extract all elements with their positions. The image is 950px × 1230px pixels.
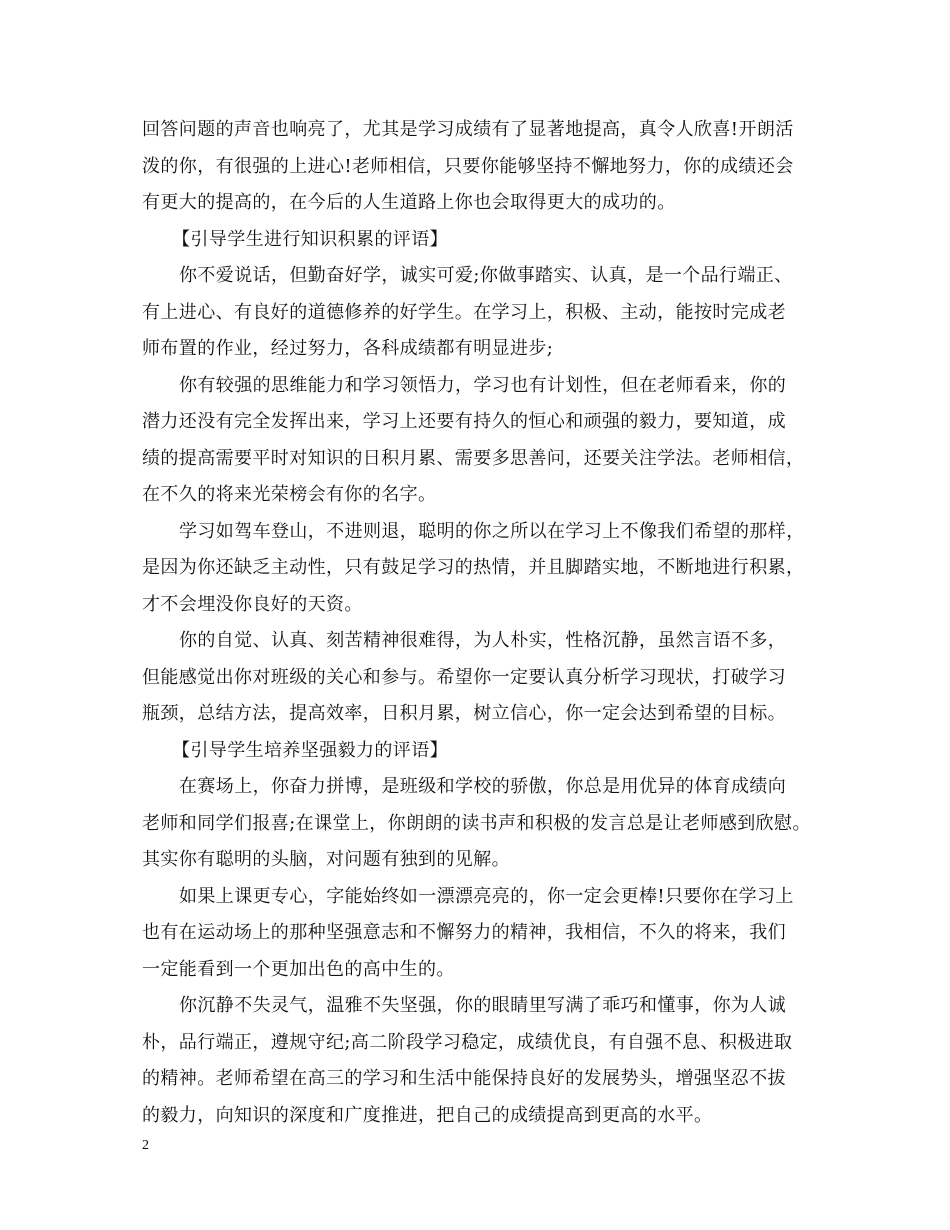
text-line: 回答问题的声音也响亮了，尤其是学习成绩有了显著地提高，真令人欣喜!开朗活: [142, 119, 794, 140]
section-heading: 【引导学生培养坚强毅力的评语】: [172, 739, 448, 761]
text-line: 如果上课更专心，字能始终如一漂漂亮亮的，你一定会更棒!只要你在学习上: [179, 885, 794, 907]
text-line: 才不会埋没你良好的天资。: [142, 593, 363, 615]
text-line: 潜力还没有完全发挥出来，学习上还要有持久的恒心和顽强的毅力，要知道，成: [142, 411, 786, 432]
text-line: 学习如驾车登山，不进则退，聪明的你之所以在学习上不像我们希望的那样，: [179, 520, 805, 542]
text-line: 你沉静不失灵气，温雅不失坚强，你的眼睛里写满了乖巧和懂事，你为人诚: [179, 995, 787, 1016]
text-line: 老师和同学们报喜;在课堂上，你朗朗的读书声和积极的发言总是让老师感到欣慰。: [142, 812, 811, 834]
text-line: 也有在运动场上的那种坚强意志和不懈努力的精神，我相信，不久的将来，我们: [142, 922, 786, 943]
text-line: 在赛场上，你奋力拼博，是班级和学校的骄傲，你总是用优异的体育成绩向: [179, 776, 787, 797]
section-heading: 【引导学生进行知识积累的评语】: [172, 228, 448, 250]
text-line: 其实你有聪明的头脑，对问题有独到的见解。: [142, 849, 510, 870]
text-line: 的精神。老师希望在高三的学习和生活中能保持良好的发展势头，增强坚忍不拔: [142, 1068, 786, 1089]
text-line: 师布置的作业，经过努力，各科成绩都有明显进步;: [142, 338, 554, 359]
text-line: 你的自觉、认真、刻苦精神很难得，为人朴实，性格沉静，虽然言语不多，: [179, 630, 787, 651]
text-line: 你不爱说话，但勤奋好学，诚实可爱;你做事踏实、认真，是一个品行端正、: [179, 265, 793, 286]
text-line: 朴，品行端正，遵规守纪;高二阶段学习稳定，成绩优良，有自强不息、积极进取: [142, 1031, 793, 1053]
text-line: 的毅力，向知识的深度和广度推进，把自己的成绩提高到更高的水平。: [142, 1104, 713, 1126]
text-line: 有更大的提高的，在今后的人生道路上你也会取得更大的成功的。: [142, 192, 676, 213]
text-line: 在不久的将来光荣榜会有你的名字。: [142, 484, 437, 505]
document-body: [142, 112, 822, 1134]
text-line: 一定能看到一个更加出色的高中生的。: [142, 958, 455, 980]
text-line: 你有较强的思维能力和学习领悟力，学习也有计划性，但在老师看来，你的: [179, 374, 787, 396]
text-line: 但能感觉出你对班级的关心和参与。希望你一定要认真分析学习现状，打破学习: [142, 666, 786, 688]
text-line: 绩的提高需要平时对知识的日积月累、需要多思善问，还要关注学法。老师相信，: [142, 447, 805, 469]
text-line: 瓶颈，总结方法，提高效率，日积月累，树立信心，你一定会达到希望的目标。: [142, 703, 786, 724]
text-line: 泼的你，有很强的上进心!老师相信，只要你能够坚持不懈地努力，你的成绩还会: [142, 155, 794, 177]
text-line: 是因为你还缺乏主动性，只有鼓足学习的热情，并且脚踏实地，不断地进行积累，: [142, 557, 805, 578]
page-number: 2: [142, 1138, 149, 1153]
text-line: 有上进心、有良好的道德修养的好学生。在学习上，积极、主动，能按时完成老: [142, 301, 786, 323]
